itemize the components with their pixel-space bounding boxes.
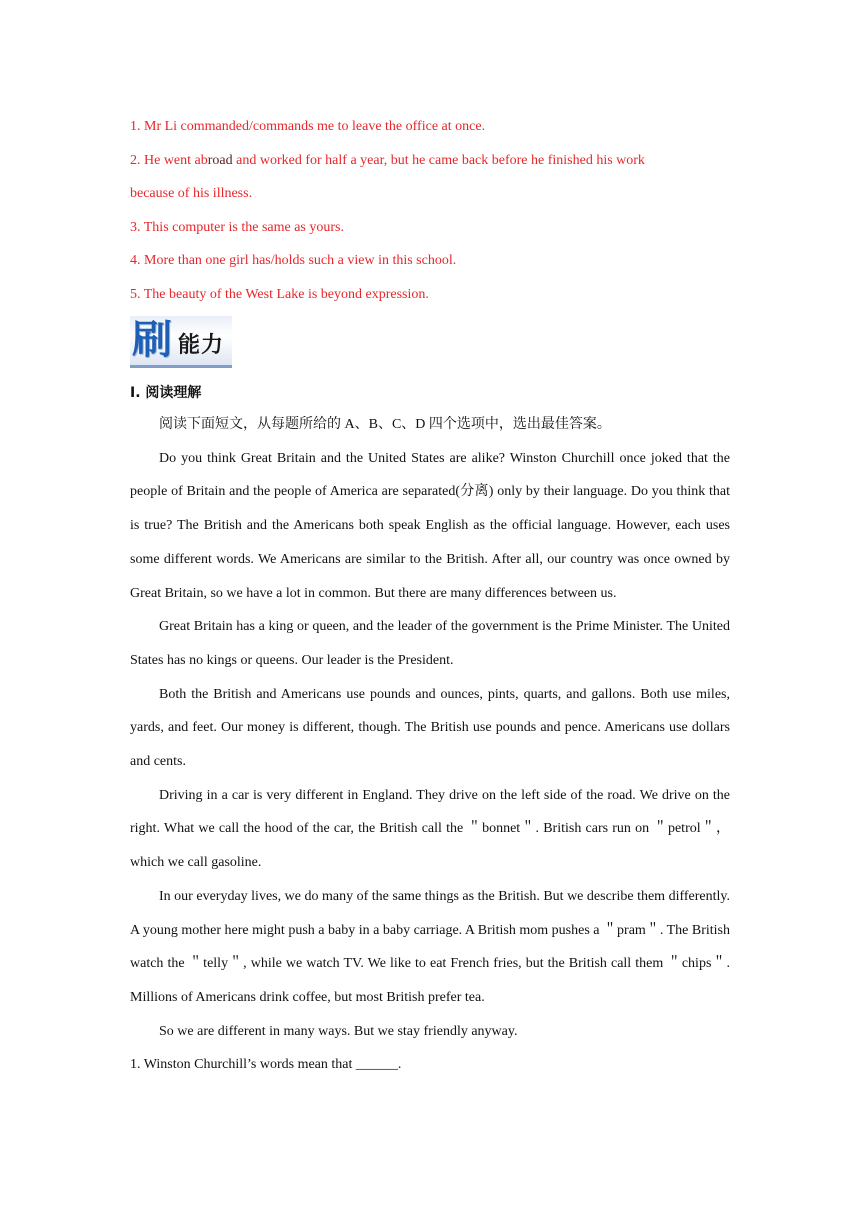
paragraph: In our everyday lives, we do many of the same things as the British. But we describe them differently. A young mother here might push a baby in a baby carriage. A British mom pushes a ＂pram＂. The British watch the ＂telly＂, while we watch TV. We like to eat French fries, but the British call them ＂chips＂. Millions of Americans drink coffee, but most British prefer tea. [130, 888, 730, 1005]
answer-1: 1. Mr Li commanded/commands me to leave the office at once. [130, 119, 486, 134]
instruction: 阅读下面短文，从每题所给的 A、B、C、D 四个选项中，选出最佳答案。 [159, 417, 611, 432]
paragraph: So we are different in many ways. But we stay friendly anyway. [159, 1023, 518, 1039]
badge-big-character: 刷 [132, 317, 172, 363]
paragraph: Do you think Great Britain and the United States are alike? Winston Churchill once joked that the people of Britain and the people of America are separated(分离) only by their language. Do you think that is true? The British and the Americans both speak English as the official language. However, each uses some different words. We Americans are similar to the British. After all, our country was once owned by Great Britain, so we have a lot in common. But there are many differences between us. [130, 450, 730, 601]
answer-2-part-a: 2. He went ab [130, 152, 208, 168]
reading-passage [130, 408, 730, 1082]
paragraph: Both the British and Americans use pounds and ounces, pints, quarts, and gallons. Both use miles, yards, and feet. Our money is different, though. The British use pounds and pence. Americans use dollars and cents. [130, 686, 730, 770]
answer-4: 4. More than one girl has/holds such a view in this school. [130, 253, 457, 268]
section-badge [130, 316, 232, 368]
answer-key [130, 110, 730, 311]
paragraph: Driving in a car is very different in England. They drive on the left side of the road. We drive on the right. What we call the hood of the car, the British call the ＂bonnet＂. British cars run on ＂petrol＂，which we call gasoline. [130, 787, 730, 871]
question-1: 1. Winston Churchill’s words mean that ______. [130, 1057, 402, 1073]
answer-3: 3. This computer is the same as yours. [130, 219, 344, 235]
answer-2 [130, 144, 730, 178]
answer-2-continued: because of his illness. [130, 186, 253, 201]
badge-label: 能力 [178, 333, 225, 358]
paragraph: Great Britain has a king or queen, and the leader of the government is the Prime Minister. The United States has no kings or queens. Our leader is the President. [130, 619, 730, 668]
answer-2-part-b: road [207, 152, 233, 168]
section-heading: I. 阅读理解 [130, 385, 202, 401]
answer-2-part-c: and worked for half a year, but he came back before he finished his work [232, 152, 645, 168]
answer-5: 5. The beauty of the West Lake is beyond expression. [130, 286, 429, 302]
